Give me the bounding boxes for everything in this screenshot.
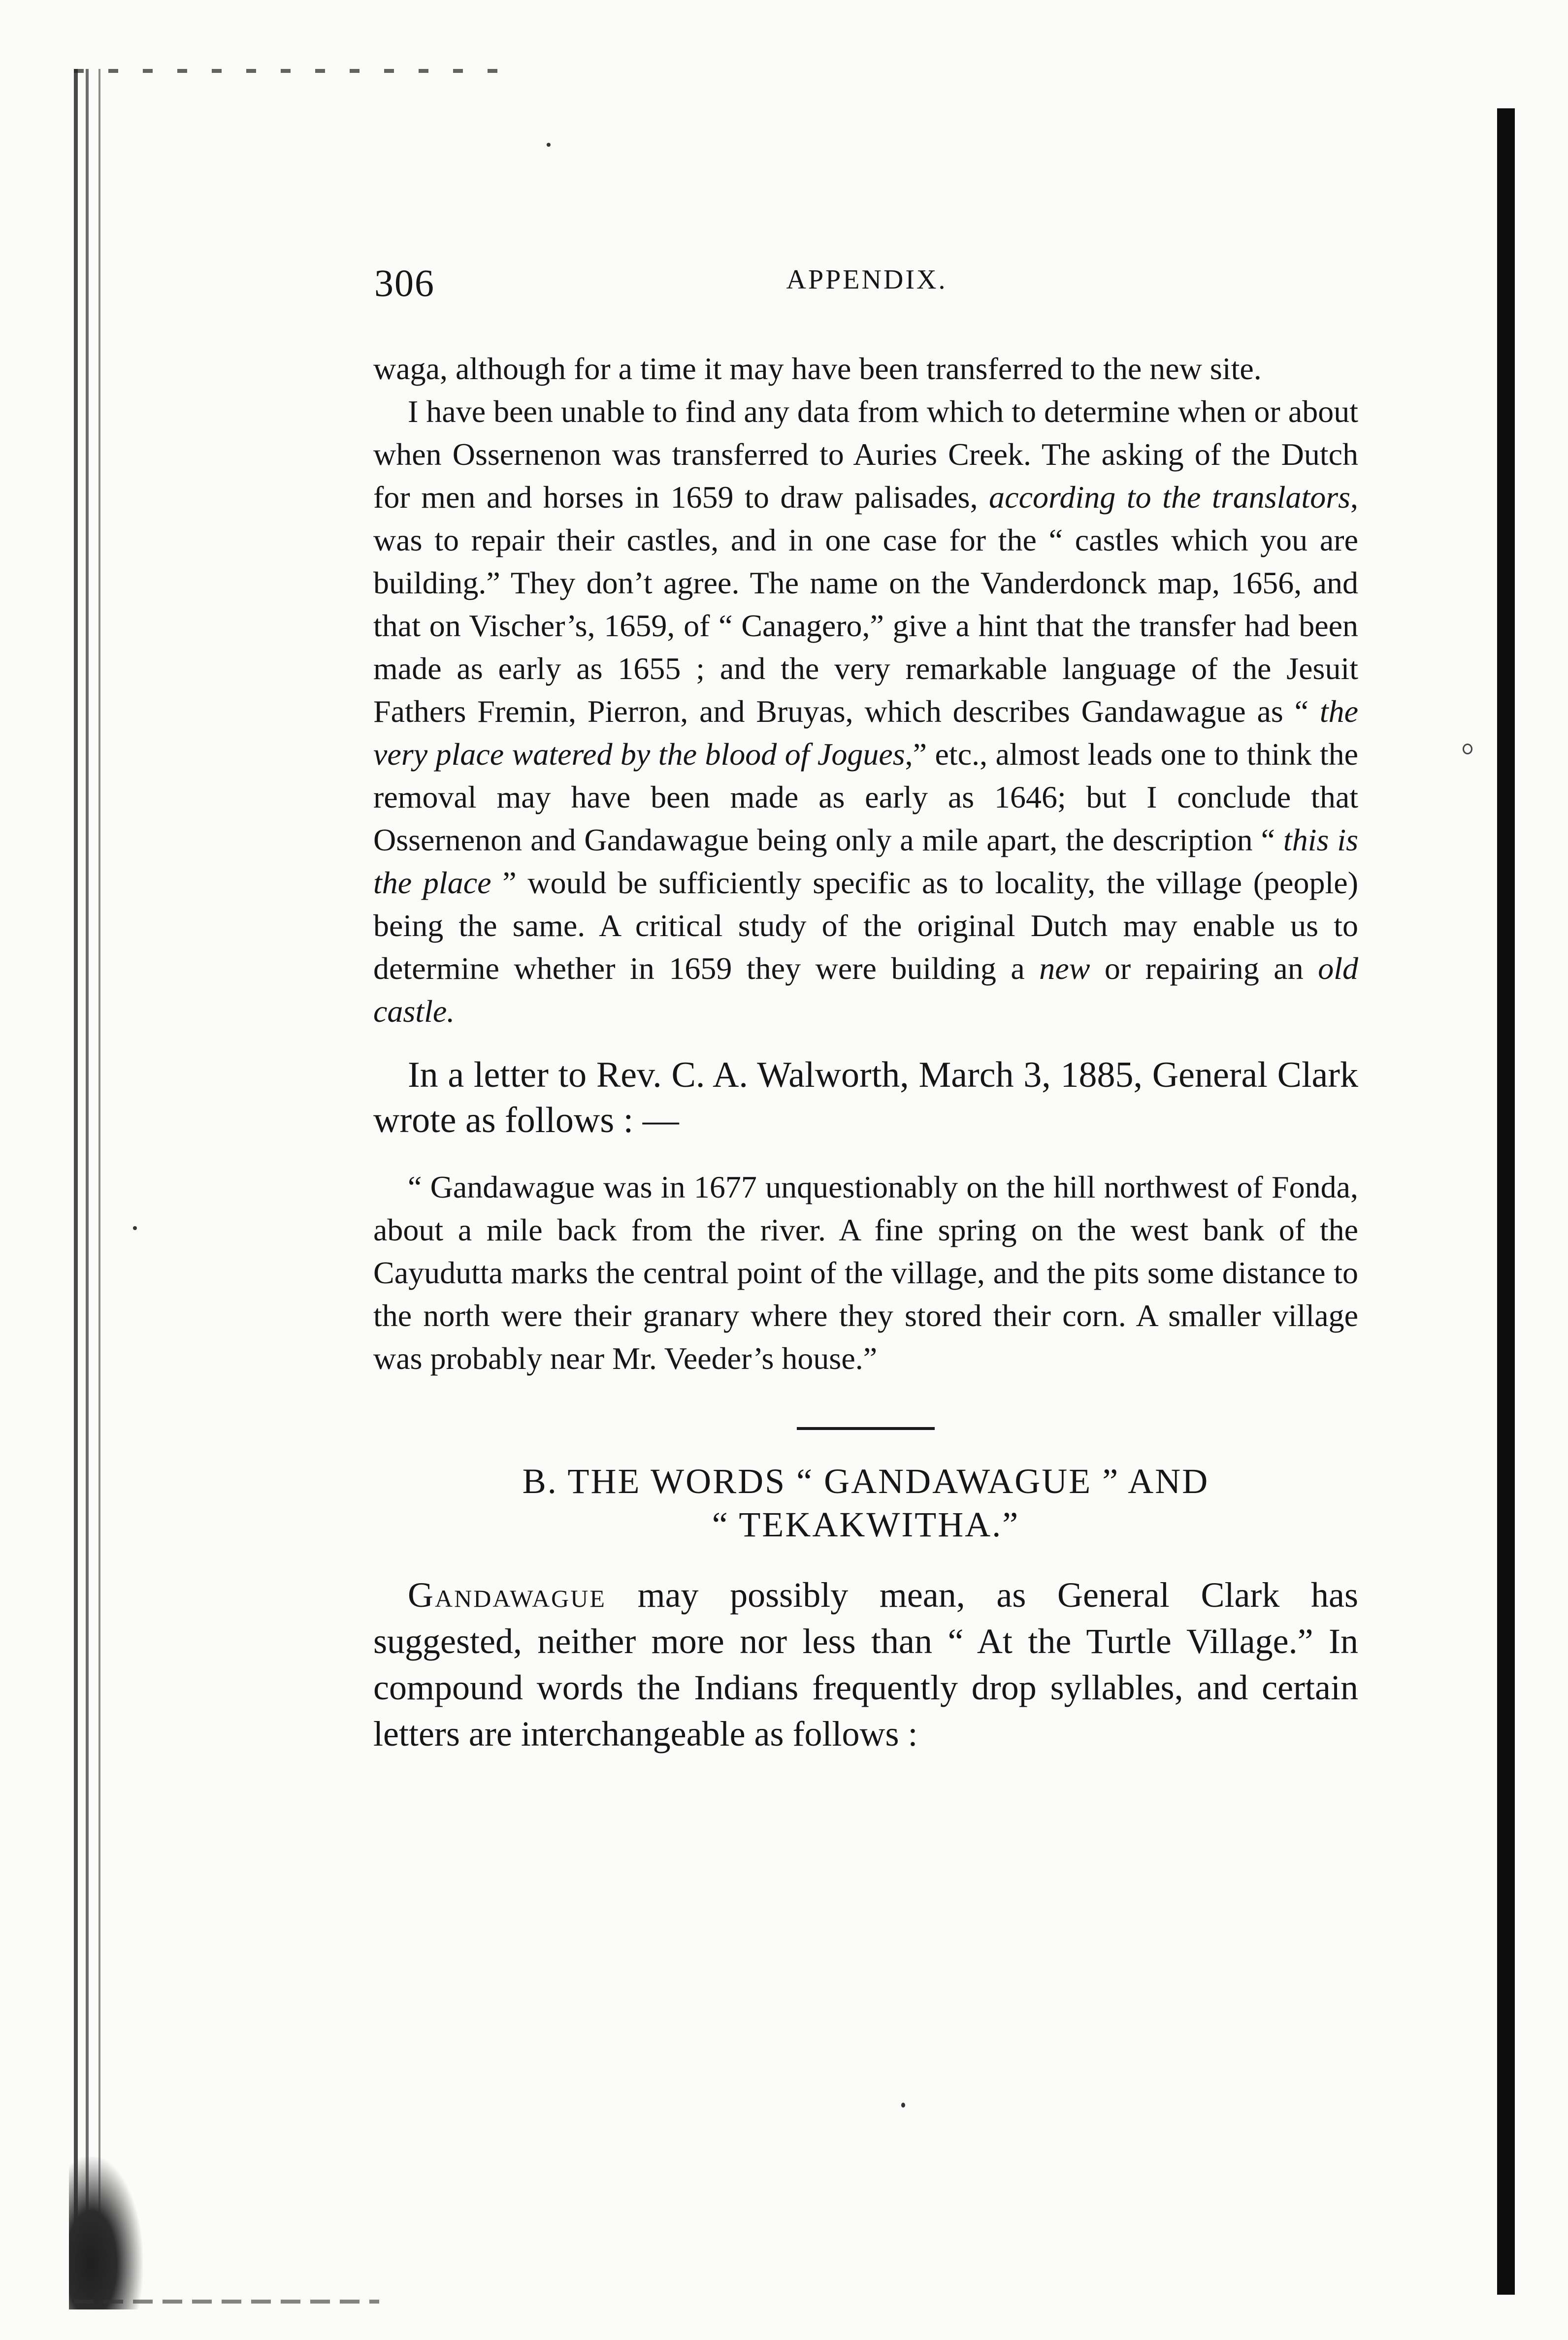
section-heading-line-2: “ TEKAKWITHA.” (712, 1505, 1020, 1544)
scan-speck (547, 143, 551, 147)
section-divider (797, 1427, 935, 1430)
section-heading (373, 1460, 1358, 1546)
text-run: I have been unable to find any data from which to determine when or about when Ossernenon was transferred to Auries Creek. The asking of the Dutch for men and horses in 1659 to draw palisades, (373, 394, 1358, 515)
section-paragraph-text: may possibly mean, as General Clark has suggested, neither more nor less than “ At the Turtle Village.” In compound words the Indians frequently drop syllables, and certain letters are interchangeable as follows : (373, 1575, 1358, 1754)
scan-speck (901, 2103, 905, 2108)
paragraph-transfer-discussion (373, 390, 1358, 1033)
letter-intro: In a letter to Rev. C. A. Walworth, March 3, 1885, General Clark wrote as follows : — (373, 1055, 1358, 1140)
italic-phrase: the very place watered by the blood of Jogues (373, 694, 1358, 772)
scan-speck (1463, 744, 1472, 754)
scan-binding-shadow (69, 2157, 143, 2309)
section-paragraph (373, 1572, 1358, 1757)
italic-phrase: this is the place (373, 822, 1359, 900)
text-run: , was to repair their castles, and in one case for the “ castles which you are building.” They don’t agree. The name on the Vanderdonck map, 1656, and that on Vischer’s, 1659, of “ Canagero,” give a hint that the transfer had been made as early as 1655 ; and the very remarkable language of the Jesuit Fathers Fremin, Pierron, and Bruyas, which describes Gandawague as “ (373, 480, 1359, 729)
paragraph-continuation (373, 347, 1358, 390)
scan-right-edge-bar (1497, 108, 1515, 2295)
scan-speck (133, 1226, 137, 1230)
scan-binding-edge (74, 69, 118, 2300)
section-heading-line-1: B. THE WORDS “ GANDAWAGUE ” AND (522, 1462, 1209, 1501)
italic-phrase: old castle. (373, 951, 1359, 1029)
page-number: 306 (374, 261, 435, 304)
page-header (374, 261, 1359, 310)
text-run: ,” etc., almost leads one to think the removal may have been made as early as 1646; but I conclude that Ossernenon and Gandawague being only a mile apart, the description “ (373, 737, 1359, 857)
scan-bottom-edge (74, 2300, 379, 2304)
running-head: APPENDIX. (786, 264, 947, 295)
page-body (373, 347, 1358, 1757)
text-run: or repairing an (1090, 951, 1318, 986)
lead-word: Gandawague (408, 1575, 606, 1615)
italic-phrase: according to the translators (989, 480, 1351, 515)
italic-phrase: new (1039, 951, 1090, 986)
text-run: waga, although for a time it may have been transferred to the new site. (373, 351, 1262, 386)
clark-quotation: “ Gandawague was in 1677 unquestionably on the hill northwest of Fonda, about a mile back from the river. A fine spring on the west bank of the Cayudutta marks the central point of the village, and the pits some distance to the north were their granary where they stored their corn. A smaller village was probably near Mr. Veeder’s house.” (373, 1170, 1358, 1376)
text-run: ” would be sufficiently specific as to locality, the village (people) being the same. A critical study of the original Dutch may enable us to determine whether in 1659 they were building a (373, 865, 1359, 986)
scan-top-edge (74, 69, 507, 73)
